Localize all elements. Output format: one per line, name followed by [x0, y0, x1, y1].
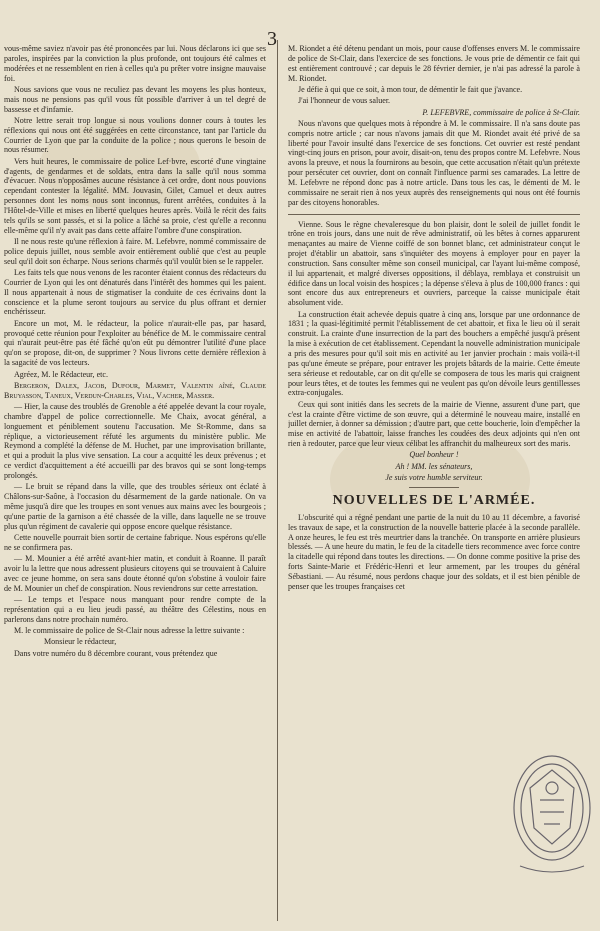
section-rule-short: [409, 487, 459, 488]
paragraph: Il ne nous reste qu'une réflexion à faire. M. Lefebvre, nommé commissaire de police depuis juillet, nous semble avoir entièrement oublié que c'est au peuple seul qu'il doit son écharpe. Nous serions charmés qu'il voulût bien se le rappeler.: [4, 237, 266, 266]
section-rule: [288, 214, 580, 215]
letter-paragraph: Je défie à qui que ce soit, à mon tour, de démentir le fait que j'avance.: [298, 84, 523, 94]
vienne-paragraph: La construction était achevée depuis quatre à cinq ans, lorsque par une ordonnance de 1831 ; la quasi-légitimité permit l'établissement de cet abattoir, et fixa le lieu où il serait construit. La crainte d'une insurrection de la part des bouchers a empêché jusqu'à présent la mise à exécution de cet établissement. Cependant la nouvelle administration municipale a pris des mesures pour qu'il soit mis en activité au 1er janvier prochain : mais voilà-t-il pas qu'une émeute se prépare, pour entraver les projets bâtards de la mairie. Cette émeute sera sérieuse et redoutable, car on dit qu'elle se composera de tous les maris qui craignent pour leurs têtes, et de toutes les femmes qui ne veulent pas qu'on dévoile leurs gentillesses extra-conjugales.: [288, 309, 580, 398]
closing-line: Ah ! MM. les sénateurs,: [395, 461, 473, 471]
paragraph: vous-même saviez n'avoir pas été prononcées par lui. Nous déclarons ici que ses paroles, inspirées par la conviction la plus profonde, ont toujours été calmes et modérées et ne ressemblent en rien à celles qu'a pu prêter votre insigne mauvaise foi.: [4, 44, 266, 83]
paragraph: Notre lettre serait trop longue si nous voulions donner cours à toutes les réflexions qui nous ont été suggérées en cette circonstance, tant par l'article du Courrier de Lyon que par la conduite de la police ; nous querons le besoin de nous résumer.: [4, 115, 266, 155]
paragraph: Les faits tels que nous venons de les raconter étaient connus des rédacteurs du Courrier de Lyon qui les ont dénaturés dans l'intérêt des hommes qui les paient. Il nous appartenait à nous de stigmatiser la conduite de ces écrivains dont la conscience et la plume seront toujours au service du plus offrant et dernier enchérisseur.: [4, 268, 266, 317]
signatories: Bergeron, Dalex, Jacob, Dufour, Marmet, Valentin aîné, Claude Bruyasson, Taneux, Verdun-Charles, Vial, Vacher, Masser.: [4, 380, 266, 400]
paragraph: Cette nouvelle pourrait bien sortir de certaine fabrique. Nous espérons qu'elle ne se confirmera pas.: [4, 533, 266, 552]
letter-paragraph: M. Riondet a été détenu pendant un mois, pour cause d'offenses envers M. le commissaire de police de St-Clair, dans l'exercice de ses fonctions. Je vous prie de démentir ce fait qui est entièrement controuvé ; car depuis le 28 février dernier, je n'ai pas adressé la parole à M. Riondet.: [288, 44, 580, 83]
paragraph: — Hier, la cause des troublés de Grenoble a été appelée devant la cour royale, chambre d'appel de police correctionnelle. Me Chaix, avocat général, a longuement et péniblement soutenu l'accusation. Me St-Romme, dans sa réplique, a victorieusement réfuté les arguments du ministère public. Me Reymond a complété la défense de M. Huchet, par une improvisation brillante, et qui a produit la plus vive sensation. La cour a acquitté les deux prévenus ; et ce verdict d'acquittement a été accueilli par des bravos qui se sont long-temps prolongés.: [4, 402, 266, 480]
closing-salutation: Agréez, M. le Rédacteur, etc.: [14, 369, 108, 379]
letter-paragraph: J'ai l'honneur de vous saluer.: [298, 96, 391, 106]
vienne-paragraph: Vienne. Sous le règne chevaleresque du bon plaisir, dont le soleil de juillet fondit le trône en trois jours, dans une nuit de rêve administratif, où les bêtes à cornes apparurent menaçantes au maire de Vienne coiffé de son bonnet blanc, cet administrateur conçut le projet d'établir un abattoir, sans s'inquiéter des moyens à employer pour en payer la construction. Sans consulter même son conseil municipal, car l'ayant lui-même composé, il lui appartenait, et malgré diverses oppositions, il déblaya, remblaya et construisit un édifice dans un local voisin des hospices ; la dépense s'éleva à plus de 100,000 francs : qui sont encore dus aux entrepreneurs et ouvriers, parceque la caisse municipale était absolument vide.: [288, 219, 580, 308]
library-stamp-icon: [500, 748, 596, 898]
page-number: 3: [267, 28, 277, 50]
paragraph: Dans votre numéro du 8 décembre courant, vous prétendez que: [14, 648, 218, 658]
left-column: [4, 44, 266, 923]
vienne-paragraph: Ceux qui sont initiés dans les secrets de la mairie de Vienne, assurent d'une part, que c'est la crainte d'être victime de son œuvre, qui a déterminé le nouveau maire, installé en juillet dernier, à donner sa démission ; d'autre part, que cette boucherie, loin d'empêcher la mise en activité de l'abattoir, laisse franches les coudées des deux adjoints qui n'en ont rien à redouter, parce que leur vieux célibat les affranchit du malheureux sort des maris.: [288, 399, 580, 449]
closing-line: Quel bonheur !: [409, 450, 459, 460]
army-news-paragraph: L'obscurité qui a régné pendant une partie de la nuit du 10 au 11 décembre, a favorisé les travaux de sape, et la construction de la nouvelle batterie placée à la seconde parallèle. A onze heures, le feu est très meurtrier dans la tranchée. On transporte en arrière plusieurs blessés. — A une heure du matin, le feu de la citadelle tiers recommence avec force contre la citadelle qui répond dans toutes les directions. — On donne comme positive la prise des forts Sainte-Marie et Frédéric-Henri et leur armement, par les troupes du général Sébastiani. — Au résumé, nous perdons chaque jour des soldats, et il est bien pénible de penser que les troupes françaises cet: [288, 512, 580, 591]
letter-signature: P. LEFEBVRE, commissaire de police à St-Clair.: [422, 107, 580, 117]
paragraph: — M. Mounier a été arrêté avant-hier matin, et conduit à Roanne. Il paraît avoir lu la lettre que nous adressent plusieurs citoyens qui se trouvaient à Caluire avec ce jeune homme, on sera sans doute étonné qu'on s'obstine à vouloir faire de M. Mounier un chef de conspiration. Nous reviendrons sur cette arrestation.: [4, 554, 266, 593]
paragraph: — Le temps et l'espace nous manquant pour rendre compte de la représentation qui a eu lieu jeudi passé, au théâtre des Célestins, nous en parlerons dans notre prochain numéro.: [4, 595, 266, 624]
paragraph: M. le commissaire de police de St-Clair nous adresse la lettre suivante :: [14, 626, 245, 636]
paragraph: Encore un mot, M. le rédacteur, la police n'aurait-elle pas, par hasard, provoqué cette réunion pour l'exploiter au bénéfice de M. le commissaire central qui n'aurait peut-être pas été fâché qu'on eût pu démontrer l'utilité d'une place qu'on se propose, dit-on, de supprimer ? Nous livrons cette dernière réflexion à la sagacité de vos lecteurs.: [4, 318, 266, 368]
closing-line: Je suis votre humble serviteur.: [385, 473, 483, 483]
paragraph: Vers huit heures, le commissaire de police Lef·bvre, escorté d'une vingtaine d'agents, de gendarmes et de soldats, entra dans la salle qu'il nous somma d'évacuer. Nous n'opposâmes aucune résistance à cet ordre, dont nous pouvions cependant contester la légalité. MM. Jouvasin, Gilet, Camuel et deux autres personnes dont les noms nous sont inconnus, furent arrêtées, conduites à la l'Hôtel-de-Ville et mises en liberté quelques heures après. Voilà le récit des faits tels qu'ils se sont passés, et si la police a lâché sa proie, c'est qu'elle a reconnu elle-même qu'il n'y avait pas dans cette affaire l'ombre d'une conspiration.: [4, 156, 266, 235]
column-divider: [277, 40, 278, 921]
paragraph: — Le bruit se répand dans la ville, que des troubles sérieux ont éclaté à Châlons-sur-Saône, à l'occasion du désarmement de la garde nationale. On va même jusqu'à dire que les troupes en sont venues aux mains avec les bourgeois ; qu'une partie de la garnison a été chassée de la ville, dans laquelle ne se trouve plus qu'un régiment de cavalerie qui oppose encore quelque résistance.: [4, 482, 266, 531]
paragraph: Nous savions que vous ne reculiez pas devant les moyens les plus honteux, mais nous ne pensions pas qu'il vous fût possible d'arriver à un tel degré de bassesse et d'infamie.: [4, 84, 266, 114]
section-title: NOUVELLES DE L'ARMÉE.: [332, 492, 536, 508]
reply-paragraph: Nous n'avons que quelques mots à répondre à M. le commissaire. Il n'a sans doute pas compris notre article ; car nous n'avons jamais dit que M. Riondet avait été privé de sa liberté pour l'avoir insulté dans l'exercice de ses fonctions. Cet ouvrier est resté pendant vingt-cinq jours en prison, pour avoir, disait-on, tenu des propos contre M. Lefebvre. Nous avons la preuve, et nous la fournirons au besoin, que cette accusation n'était qu'un prétexte pour persécuter cet ouvrier, dont on connaît l'influence parmi ses camarades. La lettre de M. Lefebvre ne répond donc pas à notre article. Dans tous les cas, le démenti de M. le commissaire ne serait rien à nos yeux auprès des renseignements qui nous ont été fournis par des citoyens honorables.: [288, 118, 580, 207]
letter-salutation: Monsieur le rédacteur,: [44, 637, 117, 647]
